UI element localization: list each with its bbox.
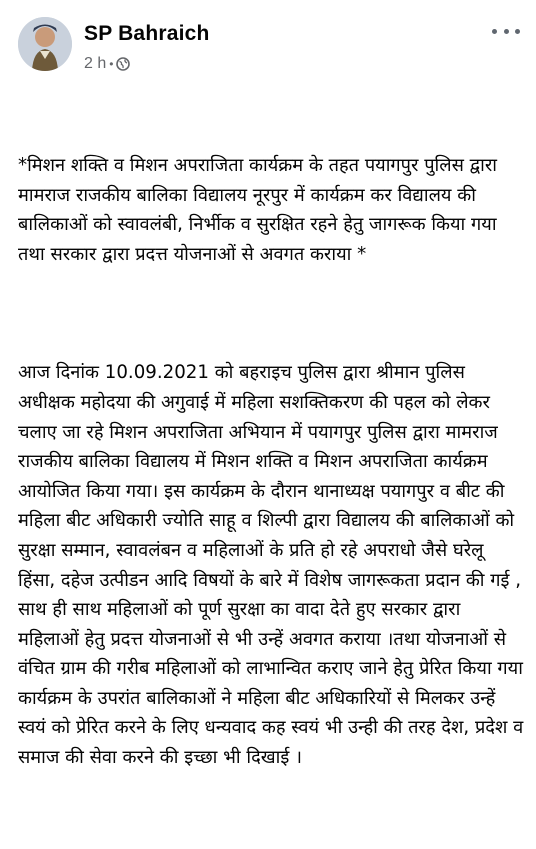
post-text	[18, 92, 530, 832]
profile-photo	[18, 17, 72, 71]
more-dot	[515, 29, 520, 34]
globe-icon[interactable]	[116, 57, 130, 71]
post-header	[0, 0, 536, 88]
more-options-icon[interactable]	[492, 22, 520, 40]
avatar[interactable]	[18, 17, 72, 71]
post-body: आज दिनांक 10.09.2021 को बहराइच पुलिस द्वारा श्रीमान पुलिस अधीक्षक महोदया की अगुवाई में महिला सशक्तिकरण की पहल को लेकर चलाए जा रहे मिशन अपराजिता अभियान में पयागपुर पुलिस द्वारा मामराज राजकीय बालिका विद्यालय में मिशन शक्ति व मिशन अपराजिता कार्यक्रम आयोजित किया गया। इस कार्यक्रम के दौरान थानाध्यक्ष पयागपुर व बीट की महिला बीट अधिकारी ज्योति साहू व शिल्पी द्वारा विद्यालय की बालिकाओं को सुरक्षा सम्मान, स्वावलंबन व महिलाओं के प्रति हो रहे अपराधो जैसे घरेलू हिंसा, दहेज उत्पीडन आदि विषयों के बारे में विशेष जागरूकता प्रदान की गई , साथ ही साथ महिलाओं को पूर्ण सुरक्षा का वादा देते हुए सरकार द्वारा महिलाओं हेतु प्रदत्त योजनाओं से भी उन्हें अवगत कराया ।तथा योजनाओं से वंचित ग्राम की गरीब महिलाओं को लाभान्वित कराए जाने हेतु प्रेरित किया गया कार्यक्रम के उपरांत बालिकाओं ने महिला बीट अधिकारियों से मिलकर उन्हें स्वयं को प्रेरित करने के लिए धन्यवाद कह स्वयं भी उन्ही की तरह देश, प्रदेश व समाज की सेवा करने की इच्छा भी दिखाई ।	[18, 362, 530, 769]
post-headline: *मिशन शक्ति व मिशन अपराजिता कार्यक्रम के तहत पयागपुर पुलिस द्वारा मामराज राजकीय बालिका विद्यालय नूरपुर में कार्यक्रम कर विद्यालय की बालिकाओं को स्वावलंबी, निर्भीक व सुरक्षित रहने हेतु जागरूक किया गया तथा सरकार द्वारा प्रदत्त योजनाओं से अवगत कराया *	[18, 155, 503, 265]
more-dot	[504, 29, 509, 34]
meta-separator: •	[109, 57, 114, 71]
post-time[interactable]: 2 h	[84, 55, 107, 72]
more-dot	[492, 29, 497, 34]
author-name[interactable]: SP Bahraich	[84, 22, 210, 45]
post-meta	[84, 55, 130, 73]
